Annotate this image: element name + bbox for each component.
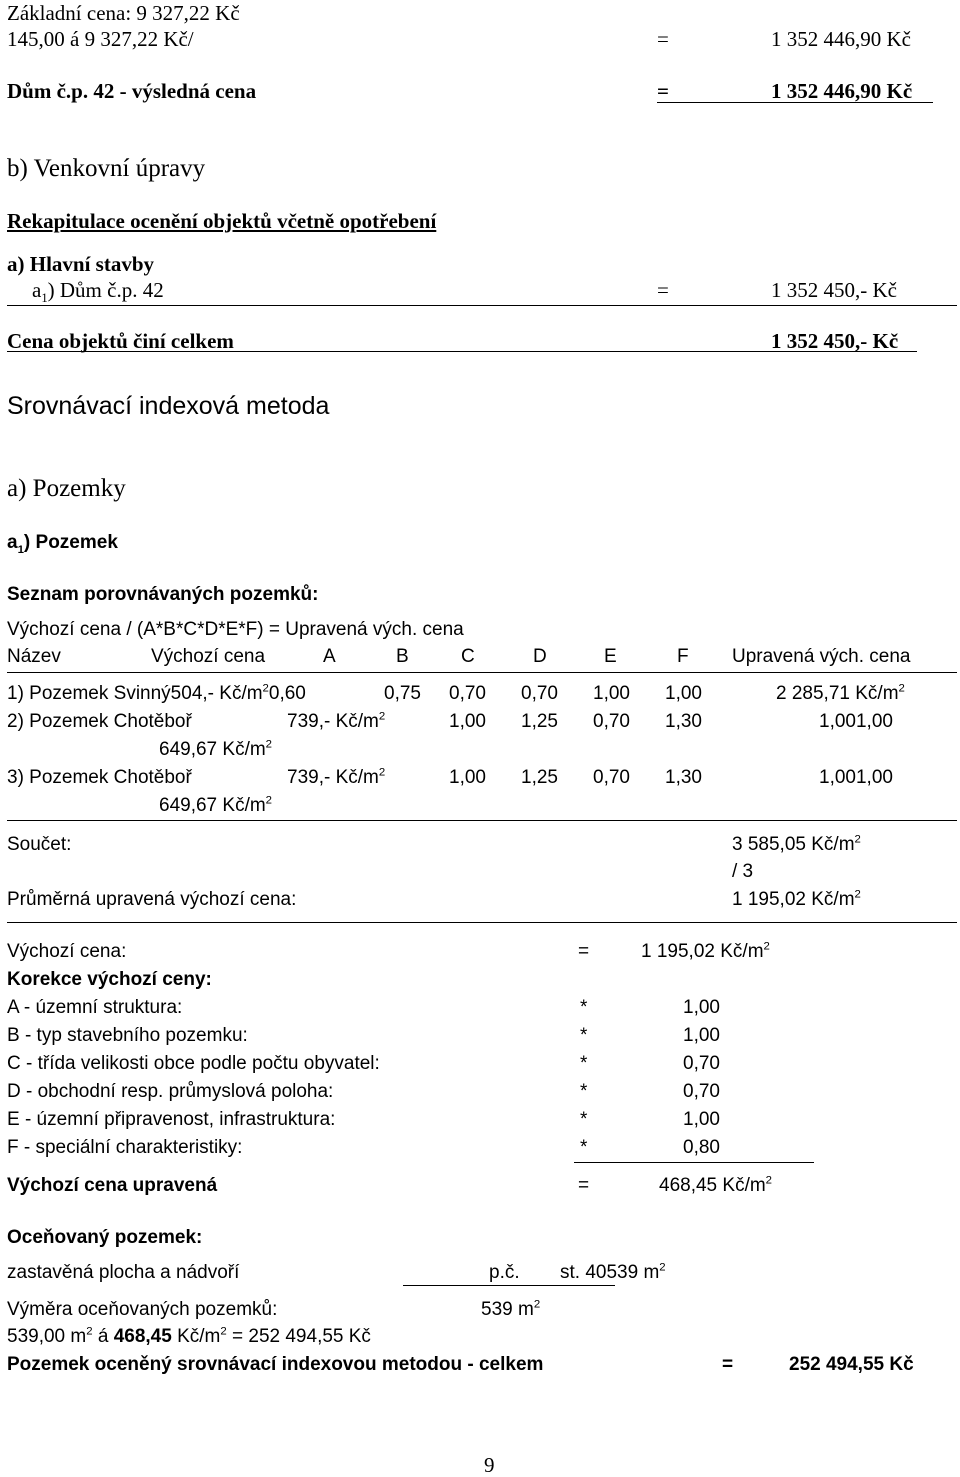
col-header-nazev: Název	[7, 646, 61, 667]
hlavni-stavby: a) Hlavní stavby	[7, 252, 155, 276]
vychozi-label: Výchozí cena:	[7, 941, 127, 962]
vysledna-eq: =	[657, 79, 669, 103]
korekce-e-value: 1,00	[683, 1109, 720, 1130]
plocha-pc: p.č.	[489, 1262, 520, 1283]
table-row-1-e: 1,00	[665, 683, 702, 704]
korekce-underline	[574, 1162, 814, 1163]
col-header-vychozi: Výchozí cena	[151, 646, 266, 667]
table-row-2-upravena: 649,67 $Kč/m^2$	[159, 738, 273, 760]
calc-left: 145,00 á 9 327,22 Kč/	[7, 27, 194, 51]
table-row-3-name: 3) Pozemek Chotěboř	[7, 767, 192, 788]
rekap-divider	[7, 305, 957, 306]
korekce-b-label: B - typ stavebního pozemku:	[7, 1025, 248, 1046]
table-row-2-a: 1,00	[449, 711, 486, 732]
calc-eq: =	[657, 27, 669, 51]
korekce-e-op: *	[580, 1109, 588, 1130]
upravena-value: 468,45 $Kč/m^2$	[659, 1174, 773, 1196]
rekap-item-label: $a_1$) Dům č.p. 42	[32, 278, 164, 306]
rekap-item-eq: =	[657, 278, 669, 302]
vysledna-value: 1 352 446,90 Kč	[771, 79, 913, 103]
plocha-label: zastavěná plocha a nádvoří	[7, 1262, 240, 1283]
final-calc: 539,00 $m^2$ á 468,45 $Kč/m^2 = 252$ 494,55 Kč	[7, 1325, 371, 1347]
table-row-3-b: 1,25	[521, 767, 558, 788]
seznam-heading: Seznam porovnávaných pozemků:	[7, 584, 319, 605]
vysledna-label: Dům č.p. 42 - výsledná cena	[7, 79, 257, 103]
venkovni-heading: b) Venkovní úpravy	[7, 155, 206, 182]
col-header-d: D	[533, 646, 547, 667]
korekce-heading: Korekce výchozí ceny:	[7, 969, 212, 990]
table-row-1-b: 0,70	[449, 683, 486, 704]
korekce-a-value: 1,00	[683, 997, 720, 1018]
col-header-f: F	[677, 646, 689, 667]
col-header-c: C	[461, 646, 475, 667]
col-header-b: B	[396, 646, 409, 667]
table-row-1-a: 0,75	[384, 683, 421, 704]
total-value: 1 352 450,- Kč	[771, 329, 899, 353]
soucet-label: Součet:	[7, 834, 72, 855]
vymera-label: Výměra oceňovaných pozemků:	[7, 1299, 278, 1320]
korekce-f-op: *	[580, 1137, 588, 1158]
total-underline	[7, 351, 917, 352]
formula: Výchozí cena / (A*B*C*D*E*F) = Upravená vých. cena	[7, 619, 464, 640]
page-number: 9	[484, 1453, 495, 1477]
table-bottom-divider	[7, 820, 957, 821]
upravena-label: Výchozí cena upravená	[7, 1175, 218, 1196]
korekce-b-value: 1,00	[683, 1025, 720, 1046]
prumer-label: Průměrná upravená výchozí cena:	[7, 889, 297, 910]
vymera-value: 539 $m^2$	[481, 1298, 541, 1320]
table-row-3-c: 0,70	[593, 767, 630, 788]
table-row-2-b: 1,25	[521, 711, 558, 732]
rekapitulace-heading: Rekapitulace ocenění objektů včetně opotřebení	[7, 209, 437, 233]
table-row-2-ef: 1,001,00	[819, 711, 893, 732]
srovnavaci-heading: Srovnávací indexová metoda	[7, 392, 330, 420]
pozemky-heading: a) Pozemky	[7, 475, 126, 502]
col-header-e: E	[604, 646, 617, 667]
table-row-2-d: 1,30	[665, 711, 702, 732]
korekce-c-label: C - třída velikosti obce podle počtu obyvatel:	[7, 1053, 380, 1074]
korekce-e-label: E - územní připravenost, infrastruktura:	[7, 1109, 336, 1130]
final-eq: =	[722, 1354, 734, 1375]
korekce-f-value: 0,80	[683, 1137, 720, 1158]
table-row-2-name: 2) Pozemek Chotěboř	[7, 711, 192, 732]
table-row-1-d: 1,00	[593, 683, 630, 704]
rekap-item-value: 1 352 450,- Kč	[771, 278, 897, 302]
col-header-upravena: Upravená vých. cena	[732, 646, 911, 667]
plocha-underline	[403, 1285, 615, 1286]
table-row-3-vychozi: 739,- $Kč/m^2$	[287, 766, 386, 788]
plocha-value: st. 40539 $m^2$	[560, 1261, 666, 1283]
table-row-1-c: 0,70	[521, 683, 558, 704]
table-row-3-upravena: 649,67 $Kč/m^2$	[159, 794, 273, 816]
korekce-f-label: F - speciální charakteristiky:	[7, 1137, 243, 1158]
vychozi-eq: =	[578, 941, 590, 962]
final-value: 252 494,55 Kč	[789, 1354, 914, 1375]
korekce-b-op: *	[580, 1025, 588, 1046]
prumer-value: 1 195,02 $Kč/m^2$	[732, 888, 861, 910]
total-label: Cena objektů činí celkem	[7, 329, 234, 353]
vysledna-underline	[657, 102, 933, 103]
korekce-a-op: *	[580, 997, 588, 1018]
table-row-3-ef: 1,001,00	[819, 767, 893, 788]
upravena-eq: =	[578, 1175, 590, 1196]
table-header-divider	[7, 672, 957, 673]
table-row-3-a: 1,00	[449, 767, 486, 788]
korekce-c-op: *	[580, 1053, 588, 1074]
divisor: / 3	[732, 861, 754, 882]
soucet-value: 3 585,05 $Kč/m^2$	[732, 833, 861, 855]
zakladni-cena: Základní cena: 9 327,22 Kč	[7, 1, 240, 25]
pozemek-heading: $a_1$) Pozemek	[7, 532, 118, 556]
korekce-a-label: A - územní struktura:	[7, 997, 183, 1018]
table-row-1-name: 1) Pozemek Svinný504,- $Kč/m^20,60$	[7, 682, 306, 704]
korekce-c-value: 0,70	[683, 1053, 720, 1074]
table-row-3-d: 1,30	[665, 767, 702, 788]
table-row-2-vychozi: 739,- $Kč/m^2$	[287, 710, 386, 732]
col-header-a: A	[323, 646, 336, 667]
final-label: Pozemek oceněný srovnávací indexovou metodou - celkem	[7, 1354, 544, 1375]
oceneny-heading: Oceňovaný pozemek:	[7, 1227, 203, 1248]
vychozi-value: 1 195,02 $Kč/m^2$	[641, 940, 770, 962]
korekce-d-value: 0,70	[683, 1081, 720, 1102]
table-row-2-c: 0,70	[593, 711, 630, 732]
prumer-divider	[7, 922, 957, 923]
korekce-d-op: *	[580, 1081, 588, 1102]
table-row-1-upravena: 2 285,71 $Kč/m^2$	[776, 682, 905, 704]
calc-value: 1 352 446,90 Kč	[771, 27, 911, 51]
korekce-d-label: D - obchodní resp. průmyslová poloha:	[7, 1081, 334, 1102]
